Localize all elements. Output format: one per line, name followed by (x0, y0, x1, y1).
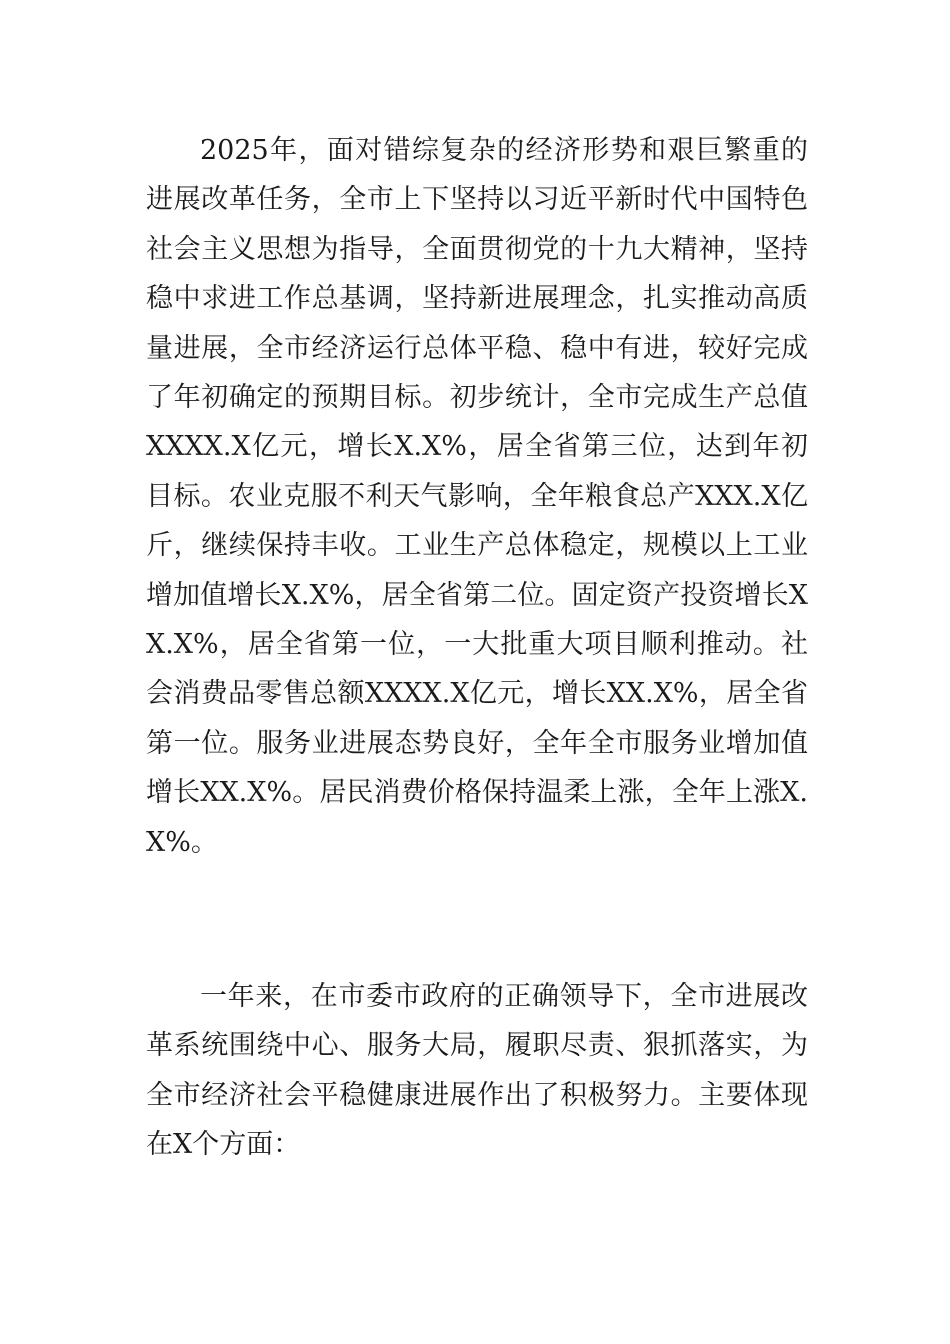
body-paragraph-work-overview: 一年来，在市委市政府的正确领导下，全市进展改革系统围绕中心、服务大局，履职尽责、狠抓落实，为全市经济社会平稳健康进展作出了积极努力。主要体现在X个方面： (146, 981, 808, 1161)
body-paragraph-economic-summary: 2025年，面对错综复杂的经济形势和艰巨繁重的进展改革任务，全市上下坚持以习近平新时代中国特色社会主义思想为指导，全面贯彻党的十九大精神，坚持稳中求进工作总基调，坚持新进展理念，扎实推动高质量进展，全市经济运行总体平稳、稳中有进，较好完成了年初确定的预期目标。初步统计，全市完成生产总值XXXX.X亿元，增长X.X%，居全省第三位，达到年初目标。农业克服不利天气影响，全年粮食总产XXX.X亿斤，继续保持丰收。工业生产总体稳定，规模以上工业增加值增长X.X%，居全省第二位。固定资产投资增长XX.X%，居全省第一位，一大批重大项目顺利推动。社会消费品零售总额XXXX.X亿元，增长XX.X%，居全省第一位。服务业进展态势良好，全年全市服务业增加值增长XX.X%。居民消费价格保持温柔上涨，全年上涨X.X%。 (146, 135, 808, 858)
